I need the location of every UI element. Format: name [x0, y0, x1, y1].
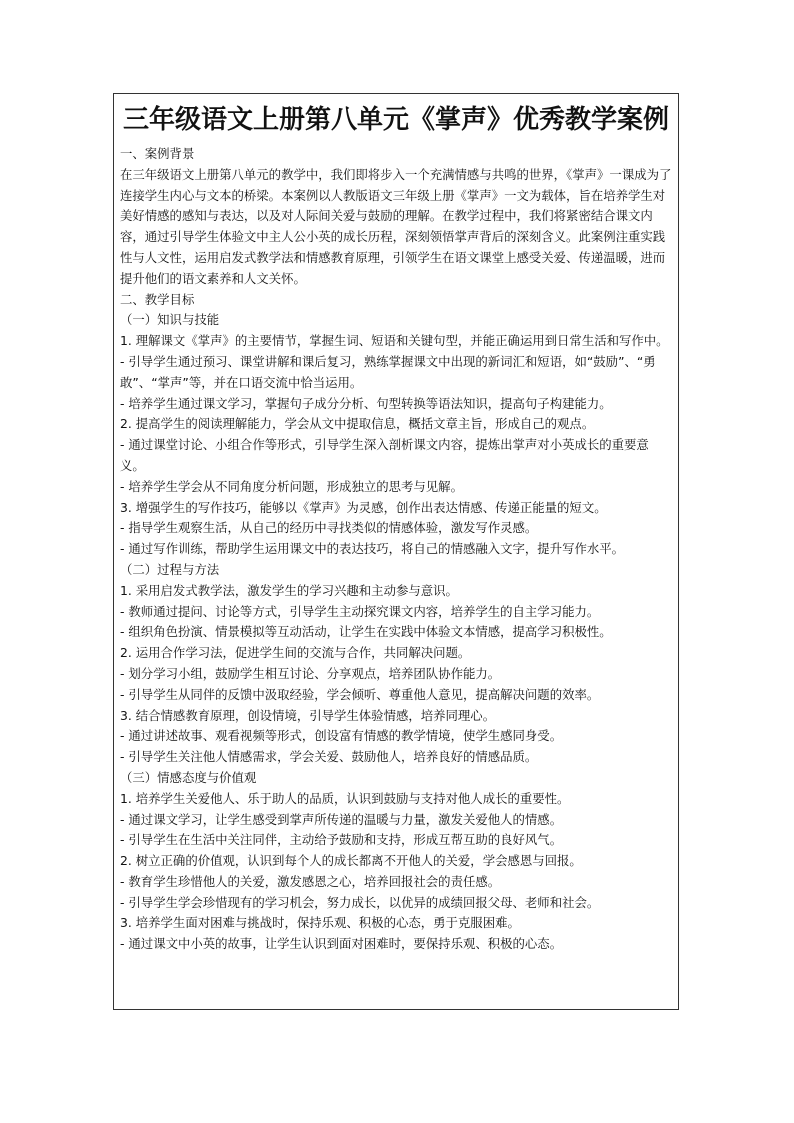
section-heading: 二、教学目标 — [120, 291, 195, 307]
bullet-item: - 引导学生在生活中关注同伴，主动给予鼓励和支持，形成互帮互助的良好风气。 — [120, 832, 563, 848]
paragraph: 在三年级语文上册第八单元的教学中，我们即将步入一个充满情感与共鸣的世界，《掌声》一课成为了连接学生内心与文本的桥梁。本案例以人教版语文三年级上册《掌声》一文为载体，旨在培养学生对美好情感的感知与表达，以及对人际间关爱与鼓励的理解。在教学过程中，我们将紧密结合课文内容，通过引导学生体验文中主人公小英的成长历程，深刻领悟掌声背后的深刻含义。此案例注重实践性与人文性，运用启发式教学法和情感教育原理，引领学生在语文课堂上感受关爱、传递温暖，进而提升他们的语文素养和人文关怀。 — [120, 166, 672, 286]
numbered-item: 3. 增强学生的写作技巧，能够以《掌声》为灵感，创作出表达情感、传递正能量的短文。 — [120, 499, 607, 515]
numbered-item: 1. 理解课文《掌声》的主要情节，掌握生词、短语和关键句型，并能正确运用到日常生活和写作中。 — [120, 333, 669, 349]
subsection-heading: （三）情感态度与价值观 — [120, 769, 257, 785]
numbered-item: 3. 结合情感教育原理，创设情境，引导学生体验情感，培养同理心。 — [120, 707, 496, 723]
bullet-item: - 引导学生通过预习、课堂讲解和课后复习，熟练掌握课文中出现的新词汇和短语，如“鼓励”、“勇敢”、“掌声”等，并在口语交流中恰当运用。 — [120, 353, 656, 390]
bullet-item: - 划分学习小组，鼓励学生相互讨论、分享观点，培养团队协作能力。 — [120, 665, 501, 681]
document-body — [114, 142, 678, 955]
numbered-item: 2. 树立正确的价值观，认识到每个人的成长都离不开他人的关爱，学会感恩与回报。 — [120, 853, 582, 869]
subsection-heading: （一）知识与技能 — [120, 312, 220, 328]
bullet-item: - 教育学生珍惜他人的关爱，激发感恩之心，培养回报社会的责任感。 — [120, 873, 501, 889]
bullet-item: - 引导学生学会珍惜现有的学习机会，努力成长，以优异的成绩回报父母、老师和社会。 — [120, 894, 600, 910]
numbered-item: 1. 培养学生关爱他人、乐于助人的品质，认识到鼓励与支持对他人成长的重要性。 — [120, 790, 570, 806]
bullet-item: - 培养学生学会从不同角度分析问题，形成独立的思考与见解。 — [120, 478, 463, 494]
bullet-item: - 引导学生从同伴的反馈中汲取经验，学会倾听、尊重他人意见，提高解决问题的效率。 — [120, 686, 600, 702]
bullet-item: - 培养学生通过课文学习，掌握句子成分分析、句型转换等语法知识，提高句子构建能力。 — [120, 395, 612, 411]
numbered-item: 1. 采用启发式教学法，激发学生的学习兴趣和主动参与意识。 — [120, 582, 458, 598]
bullet-item: - 指导学生观察生活，从自己的经历中寻找类似的情感体验，激发写作灵感。 — [120, 520, 538, 536]
bullet-item: - 通过讲述故事、观看视频等形式，创设富有情感的教学情境，使学生感同身受。 — [120, 728, 563, 744]
numbered-item: 3. 培养学生面对困难与挑战时，保持乐观、积极的心态，勇于克服困难。 — [120, 915, 520, 931]
bullet-item: - 组织角色扮演、情景模拟等互动活动，让学生在实践中体验文本情感，提高学习积极性。 — [120, 624, 612, 640]
document-frame — [113, 93, 679, 1010]
bullet-item: - 通过写作训练，帮助学生运用课文中的表达技巧，将自己的情感融入文字，提升写作水平。 — [120, 541, 625, 557]
subsection-heading: （二）过程与方法 — [120, 561, 220, 577]
numbered-item: 2. 运用合作学习法，促进学生间的交流与合作，共同解决问题。 — [120, 645, 471, 661]
bullet-item: - 教师通过提问、讨论等方式，引导学生主动探究课文内容，培养学生的自主学习能力。 — [120, 603, 600, 619]
document-title: 三年级语文上册第八单元《掌声》优秀教学案例 — [122, 105, 669, 135]
numbered-item: 2. 提高学生的阅读理解能力，学会从文中提取信息，概括文章主旨，形成自己的观点。 — [120, 416, 595, 432]
bullet-item: - 通过课文学习，让学生感受到掌声所传递的温暖与力量，激发关爱他人的情感。 — [120, 811, 563, 827]
bullet-item: - 引导学生关注他人情感需求，学会关爱、鼓励他人，培养良好的情感品质。 — [120, 749, 538, 765]
bullet-item: - 通过课堂讨论、小组合作等形式，引导学生深入剖析课文内容，提炼出掌声对小英成长的重要意义。 — [120, 437, 649, 473]
section-heading: 一、案例背景 — [120, 146, 195, 161]
bullet-item: - 通过课文中小英的故事，让学生认识到面对困难时，要保持乐观、积极的心态。 — [120, 936, 563, 952]
